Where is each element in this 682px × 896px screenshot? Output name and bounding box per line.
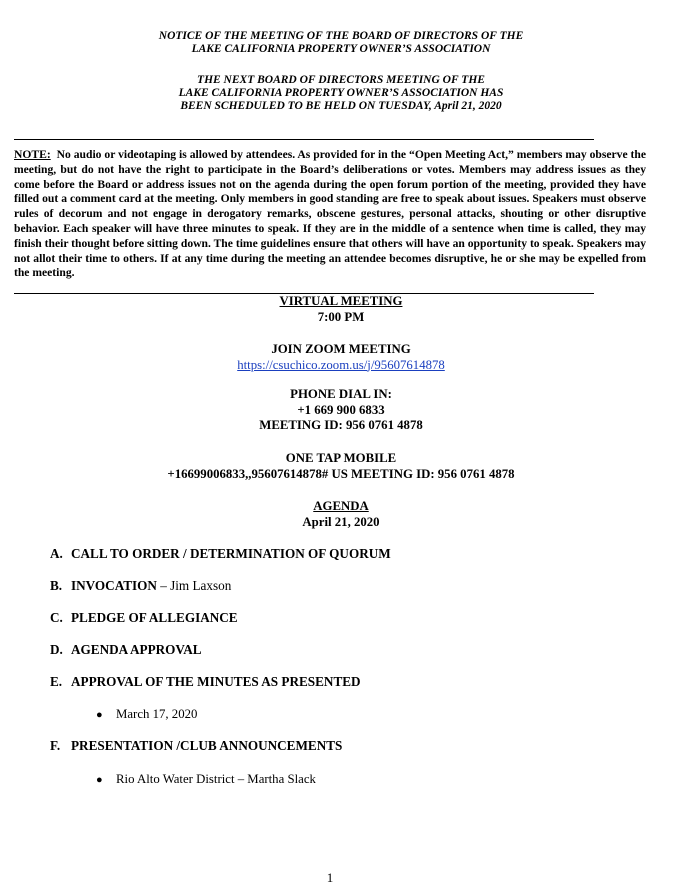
agenda-item-label: AGENDA APPROVAL — [71, 642, 202, 657]
virtual-meeting-heading: VIRTUAL MEETING — [279, 294, 403, 308]
agenda-item-label: APPROVAL OF THE MINUTES AS PRESENTED — [71, 674, 361, 689]
phone-meeting-id: MEETING ID: 956 0761 4878 — [259, 418, 423, 432]
agenda-heading: AGENDA — [313, 499, 369, 513]
agenda-item-d — [50, 642, 202, 658]
note-text: No audio or videotaping is allowed by attendees. As provided for in the “Open Meeting Act,” members may observe the meeting, but do not have the right to participate in the Board’s deliberations or votes. Members may address issues as they come before the Board or address issues not on the agenda during the open forum portion of the meeting, provided they have filled out a comment card at the meeting. Only members in good standing are free to speak about issues. Speakers must observe rules of decorum and not engage in derogatory remarks, obscene gestures, personal attacks, shouting or other disruptive behavior. Each speaker will have three minutes to speak. If they are in the middle of a sentence when time is called, they may finish their thought before sitting down. The time guidelines ensure that others will have an opportunity to speak. Speakers may not allot their time to others. If at any time during the meeting an attendee becomes disruptive, he or she may be expelled from the meeting. — [14, 148, 646, 280]
agenda-item-b — [50, 578, 231, 594]
agenda-item-f — [50, 738, 342, 754]
bullet-icon: ● — [96, 709, 103, 721]
bullet-item-minutes — [96, 706, 197, 723]
note-paragraph — [14, 148, 646, 281]
schedule-title-date: April 21, 2020 — [434, 100, 502, 112]
one-tap-heading: ONE TAP MOBILE — [285, 451, 397, 465]
agenda-item-letter: B. — [50, 578, 63, 593]
agenda-item-label: PLEDGE OF ALLEGIANCE — [71, 610, 238, 625]
agenda-header — [0, 499, 682, 530]
agenda-item-letter: A. — [50, 546, 63, 561]
phone-section — [0, 387, 682, 434]
divider-top — [14, 139, 594, 140]
notice-title-line-1: NOTICE OF THE MEETING OF THE BOARD OF DIRECTORS OF THE — [158, 30, 524, 42]
agenda-item-letter: C. — [50, 610, 63, 625]
agenda-item-letter: E. — [50, 674, 63, 689]
note-label: NOTE: — [14, 148, 51, 161]
zoom-link[interactable]: https://csuchico.zoom.us/j/95607614878 — [237, 357, 445, 372]
agenda-item-label: INVOCATION — [71, 578, 157, 593]
bullet-text: Rio Alto Water District – Martha Slack — [116, 772, 316, 786]
one-tap-section — [0, 451, 682, 482]
phone-number: +1 669 900 6833 — [297, 402, 385, 417]
zoom-section — [0, 342, 682, 373]
one-tap-line: +16699006833,,95607614878# US MEETING ID: 956 0761 4878 — [167, 466, 515, 481]
notice-title — [0, 30, 682, 56]
agenda-item-detail: – Jim Laxson — [156, 578, 232, 593]
bullet-item-presentation — [96, 771, 316, 788]
schedule-title-caps: BEEN SCHEDULED TO BE HELD ON TUESDAY, — [180, 100, 432, 112]
agenda-item-e — [50, 674, 361, 690]
agenda-date: April 21, 2020 — [302, 514, 380, 529]
page-number: 1 — [326, 870, 334, 885]
agenda-item-label: PRESENTATION /CLUB ANNOUNCEMENTS — [71, 738, 343, 753]
agenda-item-c — [50, 610, 238, 626]
zoom-heading: JOIN ZOOM MEETING — [271, 342, 411, 356]
bullet-icon: ● — [96, 774, 103, 786]
schedule-title-line-3 — [0, 100, 682, 113]
meeting-time: 7:00 PM — [317, 309, 365, 324]
phone-heading: PHONE DIAL IN: — [290, 387, 392, 401]
bullet-text: March 17, 2020 — [116, 707, 198, 721]
notice-title-line-2: LAKE CALIFORNIA PROPERTY OWNER’S ASSOCIATION — [191, 43, 491, 55]
schedule-title-line-2: LAKE CALIFORNIA PROPERTY OWNER’S ASSOCIATION HAS — [178, 87, 504, 99]
schedule-title — [0, 74, 682, 113]
agenda-item-letter: D. — [50, 642, 63, 657]
agenda-item-a — [50, 546, 391, 562]
agenda-item-label: CALL TO ORDER / DETERMINATION OF QUORUM — [71, 546, 391, 561]
virtual-meeting-section — [0, 294, 682, 325]
schedule-title-line-1: THE NEXT BOARD OF DIRECTORS MEETING OF THE — [197, 74, 485, 86]
agenda-item-letter: F. — [50, 738, 61, 753]
